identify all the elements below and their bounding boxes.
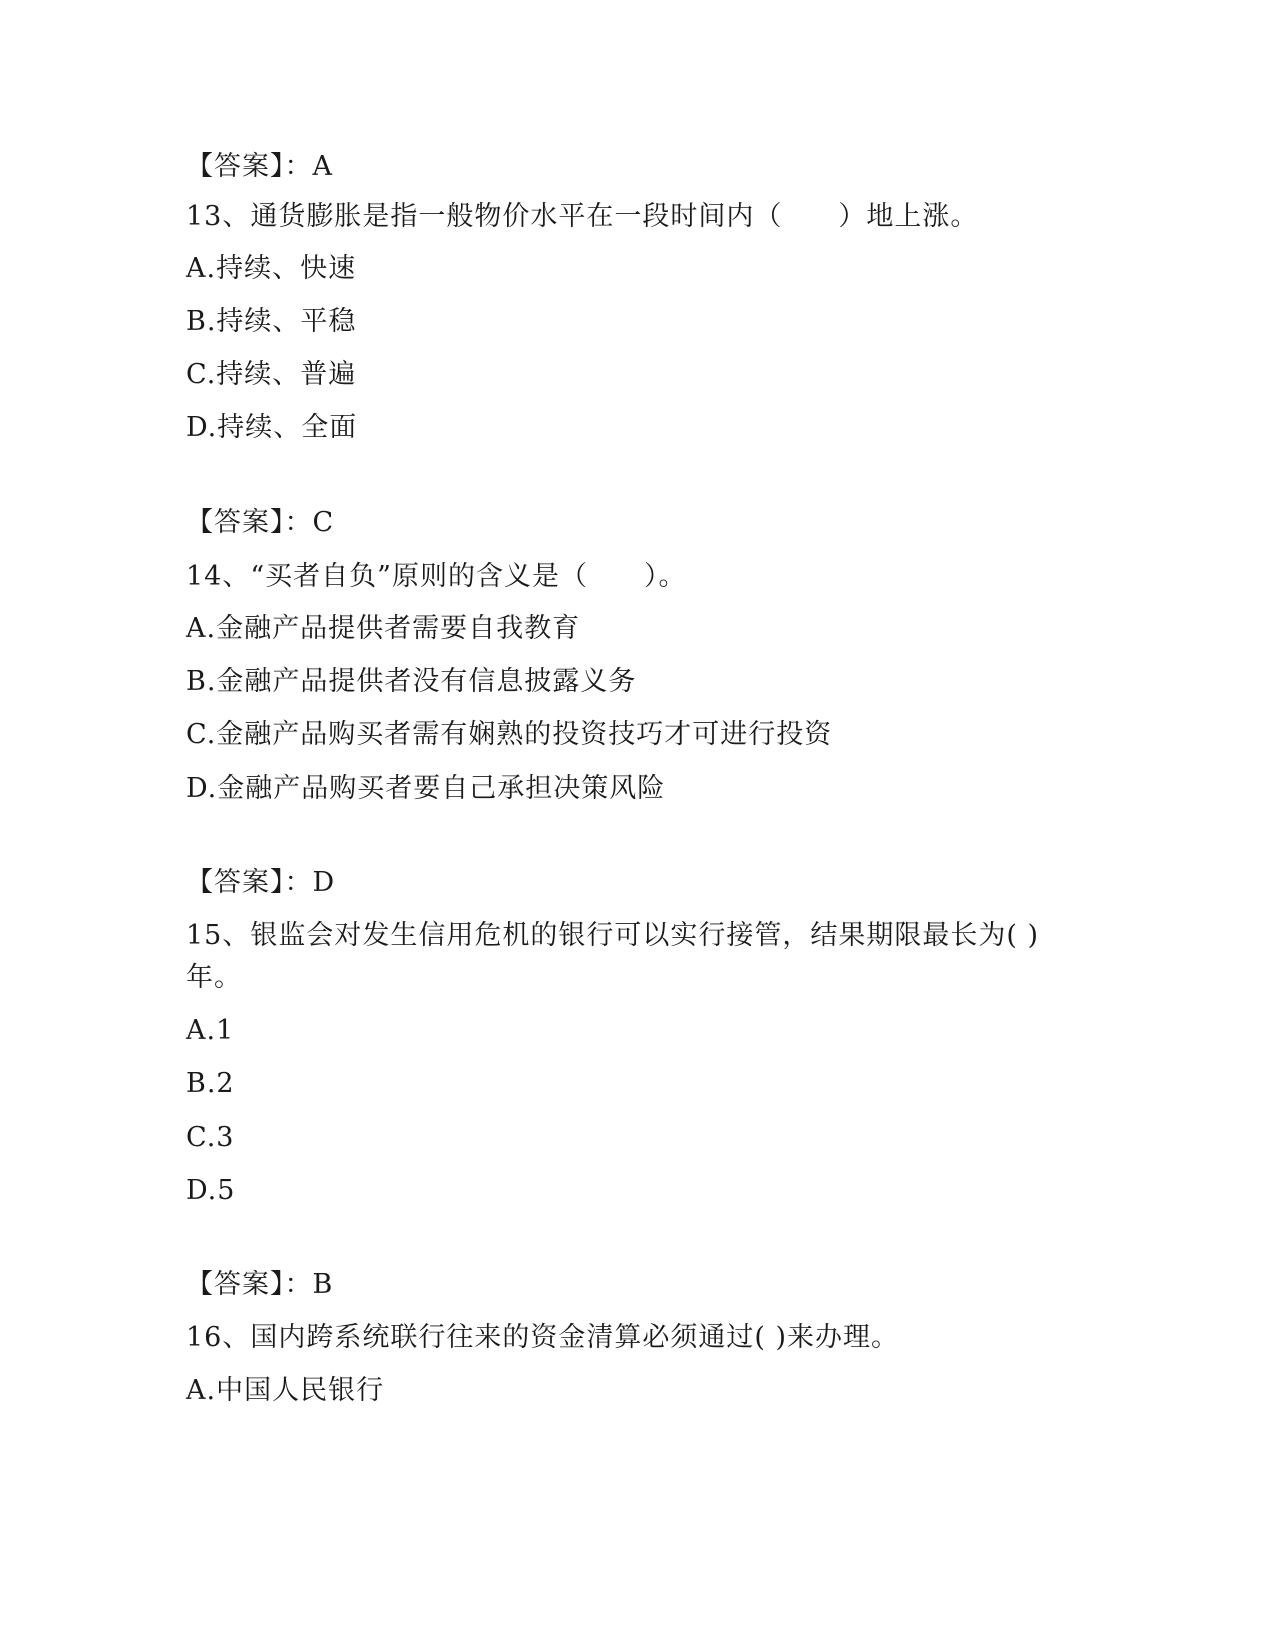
option-16-a: A.中国人民银行 [186, 1375, 385, 1406]
question-16: 16、国内跨系统联行往来的资金清算必须通过( )来办理。 [186, 1322, 900, 1353]
option-14-b: B.金融产品提供者没有信息披露义务 [186, 666, 637, 697]
option-13-a: A.持续、快速 [186, 253, 357, 284]
option-13-d: D.持续、全面 [186, 412, 358, 443]
option-14-d: D.金融产品购买者要自己承担决策风险 [186, 773, 666, 804]
answer-15: 【答案】：B [186, 1269, 334, 1300]
option-15-b: B.2 [186, 1068, 235, 1099]
option-15-d: D.5 [186, 1175, 236, 1206]
answer-13: 【答案】：C [186, 507, 335, 538]
question-14: 14、“买者自负”原则的含义是（ ）。 [186, 561, 687, 592]
answer-14: 【答案】：D [186, 867, 336, 898]
option-14-c: C.金融产品购买者需有娴熟的投资技巧才可进行投资 [186, 719, 833, 750]
option-13-b: B.持续、平稳 [186, 306, 357, 337]
answer-12: 【答案】：A [186, 151, 333, 182]
question-13: 13、通货膨胀是指一般物价水平在一段时间内（ ）地上涨。 [186, 201, 979, 232]
option-15-c: C.3 [186, 1122, 235, 1153]
option-14-a: A.金融产品提供者需要自我教育 [186, 613, 581, 644]
option-15-a: A.1 [186, 1015, 235, 1046]
question-15: 15、银监会对发生信用危机的银行可以实行接管，结果期限最长为( )年。 [186, 920, 1040, 993]
option-13-c: C.持续、普遍 [186, 359, 357, 390]
